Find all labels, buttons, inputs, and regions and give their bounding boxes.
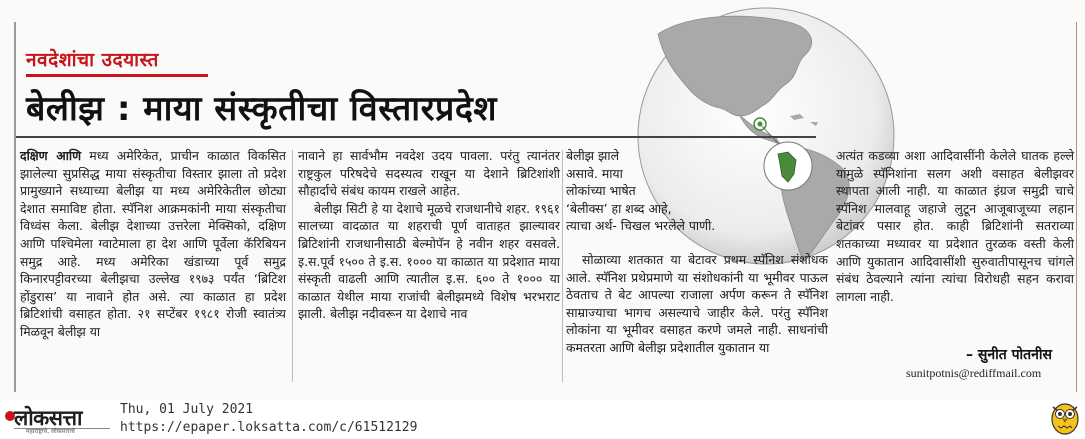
left-border-rule bbox=[14, 22, 16, 392]
line: बेलीझ झाले bbox=[566, 148, 619, 163]
column-divider bbox=[292, 150, 293, 382]
owl-icon bbox=[1050, 398, 1080, 436]
paragraph: नावाने हा सार्वभौम नवदेश उदय पावला. परंतु त्यानंतर राष्ट्रकुल परिषदेचे सदस्यत्व राखून या देशाने ब्रिटिशांशी सौहार्दाचे संबंध कायम राखले आहेत. bbox=[298, 148, 560, 199]
paragraph: मध्य अमेरिकेत, प्राचीन काळात विकसित झालेल्या सुप्रसिद्ध माया संस्कृतीचा विस्तार झाला तो प्रदेश प्रामुख्याने सध्याच्या बेलीझ या मध्य अमेरिकेतील छोट्या देशात समाविष्ट होता. स्पॅनिश आक्रमकांनी माया संस्कृतीचा विध्वंस केला. बेलीझ देशाच्या उत्तरेला मेक्सिको, दक्षिण आणि पश्चिमेला ग्वाटेमाला हा देश आणि पूर्वेला कॅरिबियन समुद्र आहे. मध्य अमेरिका खंडाच्या पूर्व समुद्र किनारपट्टीवरच्या बेलीझचा उल्लेख १९७३ पर्यंत ‘ब्रिटिश होंडुरास’ या नावाने होत असे. त्या काळात हा प्रदेश ब्रिटिशांची वसाहत होता. २१ सप्टेंबर १९८१ रोजी स्वातंत्र्य मिळवून बेलीझ या bbox=[20, 148, 286, 339]
right-border-rule bbox=[1076, 22, 1077, 392]
article-kicker: नवदेशांचा उदयास्त bbox=[26, 49, 159, 71]
article-column-4 bbox=[836, 147, 1074, 305]
headline-rule bbox=[16, 136, 816, 138]
line: असावे. माया bbox=[566, 165, 623, 181]
article-column-1 bbox=[20, 147, 286, 341]
paragraph: बेलीझ सिटी हे या देशाचे मूळचे राजधानीचे शहर. १९६१ सालच्या वादळात या शहराची पूर्ण वाताहत झाल्यावर ब्रिटिशांनी राजधानीसाठी बेल्मोपॅन हे नवीन शहर वसवले. इ.स.पूर्व १५०० ते इ.स. १००० या काळात या प्रदेशात माया संस्कृती वाढली आणि त्यातील इ.स. ६०० ते १००० या काळात येथील माया राजांची बेलीझमध्ये विशेष भरभराट झाली. बेलीझ नदीवरून या देशाचे नाव bbox=[298, 200, 560, 322]
kicker-underline bbox=[26, 74, 208, 77]
line: लोकांच्या भाषेत bbox=[566, 183, 636, 199]
paragraph: अत्यंत कडव्या अशा आदिवासींनी केलेले घातक हल्ले यांमुळे स्पॅनिशांना सलग अशी वसाहत बेलीझवर स्थापता आली नाही. या काळात इंग्रज समुद्री चाचे स्पॅनिश मालवाहू जहाजे लुटून आजूबाजूच्या लहान बेटांवर पसार होत. काही ब्रिटिशांनी सतराव्या शतकाच्या मध्यावर या प्रदेशात तुरळक वस्ती केली आणि युकातान आदिवासींशी सुरुवातीपासूनच चांगले संबंध ठेवल्याने त्यांना त्यांचा विरोधही सहन करावा लागला नाही. bbox=[836, 148, 1074, 304]
article-headline: बेलीझ : माया संस्कृतीचा विस्तारप्रदेश bbox=[26, 89, 498, 129]
author-email: sunitpotnis@rediffmail.com bbox=[906, 366, 1042, 380]
epaper-link[interactable]: https://epaper.loksatta.com/c/61512129 bbox=[120, 420, 418, 435]
line: ‘बेलीक्स’ हा शब्द आहे, bbox=[566, 200, 672, 216]
logo-wordmark: लोकसत्ता bbox=[14, 406, 82, 430]
article-column-2 bbox=[298, 147, 560, 323]
article-column-3-wrap bbox=[566, 147, 716, 235]
article-column-3: सोळाव्या शतकात या बेटावर प्रथम स्पॅनिश संशोधक आले. स्पॅनिश प्रथेप्रमाणे या संशोधकांनी या भूमीवर पाऊल ठेवताच ते बेट आपल्या राजाला अर्पण करून ते स्पॅनिश साम्राज्याचा भागच असल्याचे जाहीर केले. परंतु स्पॅनिश लोकांना या भूमीवर वसाहत करणे जमले नाही. साधनांची कमतरता आणि बेलीझ प्रदेशातील युकातान या bbox=[566, 252, 828, 355]
publication-date: Thu, 01 July 2021 bbox=[120, 402, 254, 417]
author-byline: – सुनीत पोतनीस bbox=[966, 347, 1053, 363]
logo-tagline: महाराष्ट्राचे, लोकसत्ताचे bbox=[26, 428, 75, 435]
lead-words: दक्षिण आणि bbox=[20, 148, 82, 163]
column-divider bbox=[562, 150, 563, 382]
line: त्याचा अर्थ- चिखल भरलेले पाणी. bbox=[566, 218, 716, 234]
